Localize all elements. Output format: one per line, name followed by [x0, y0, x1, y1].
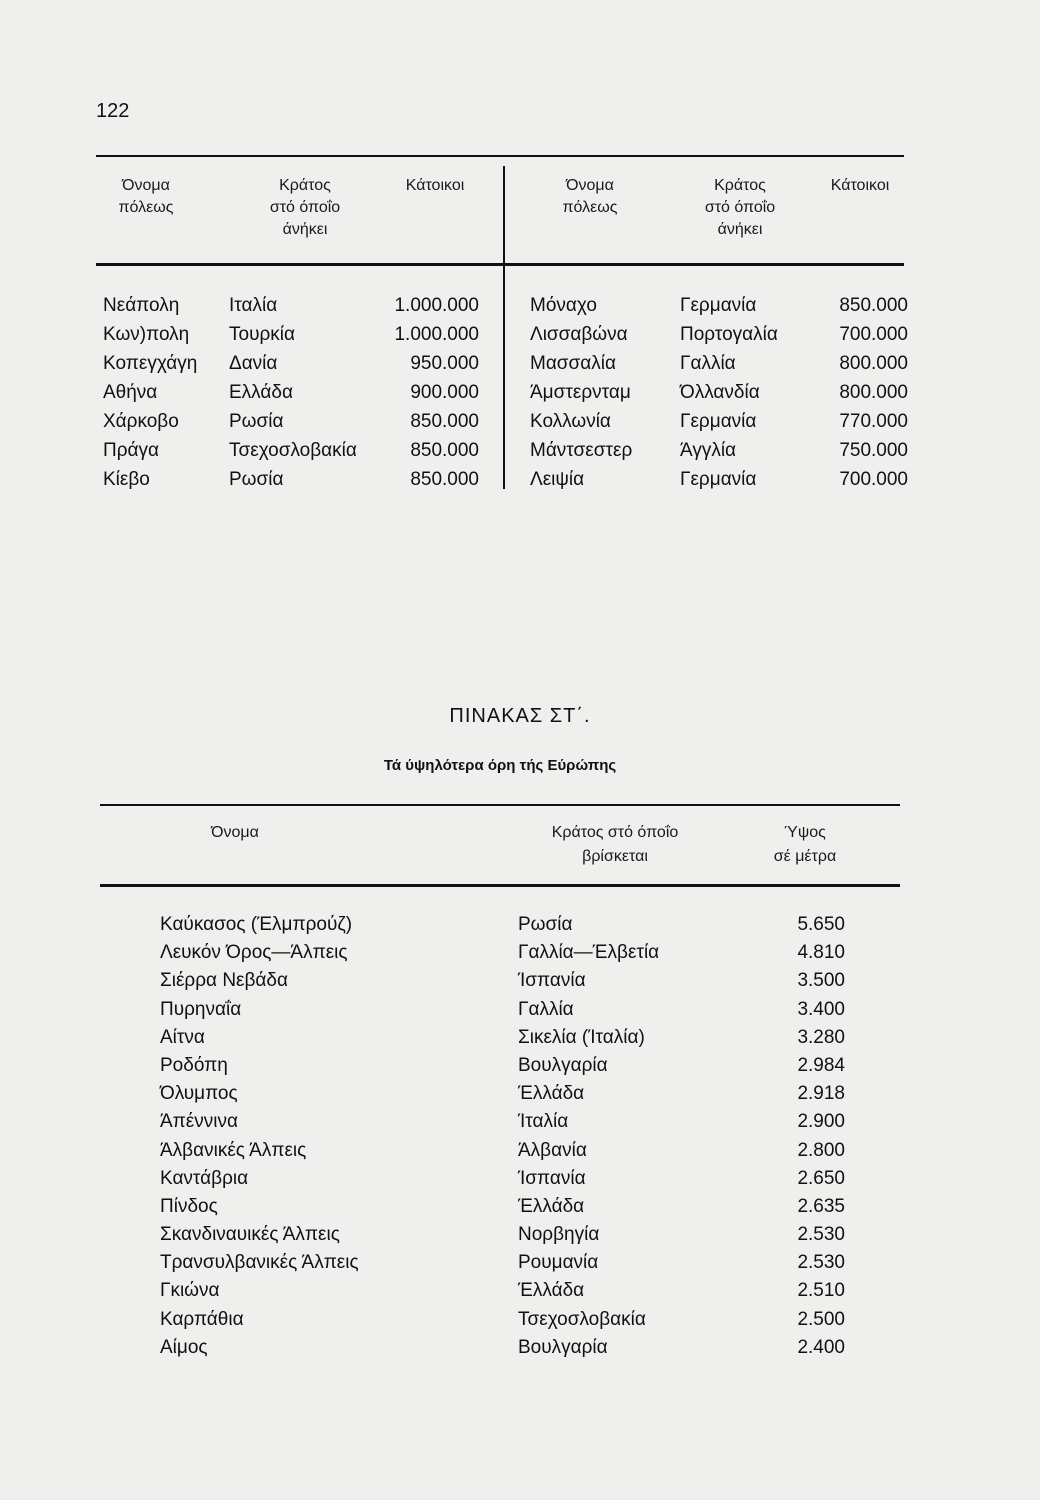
table-row: Λειψία Γερμανία 700.000 [530, 469, 908, 490]
cities-column-divider [503, 166, 505, 489]
table-row: Αίμος Βουλγαρία 2.400 [160, 1336, 845, 1358]
mountains-top-rule [100, 804, 900, 806]
table-row: Μασσαλία Γαλλία 800.000 [530, 353, 908, 374]
table-row: Καντάβρια Ίσπανία 2.650 [160, 1167, 845, 1189]
table-row: Μάντσεστερ Άγγλία 750.000 [530, 440, 908, 461]
right-header-inhabitants: Κάτοικοι [830, 177, 890, 194]
table-row: Μόναχο Γερμανία 850.000 [530, 295, 908, 316]
table-row: Τρανσυλβανικές Άλπεις Ρουμανία 2.530 [160, 1252, 845, 1274]
page-number: 122 [96, 100, 130, 122]
right-header-state: Κράτος στό όποΐο άνήκει [704, 177, 776, 238]
table-row: Αίτνα Σικελία (Ίταλία) 3.280 [160, 1026, 845, 1048]
table-row: Άμστερνταμ Όλλανδία 800.000 [530, 382, 908, 403]
table-row: Κοπεγχάγη Δανία 950.000 [103, 353, 479, 374]
table-row: Σκανδιναυικές Άλπεις Νορβηγία 2.530 [160, 1224, 845, 1246]
table-row: Χάρκοβο Ρωσία 850.000 [103, 411, 479, 432]
mountains-table-subtitle: Τά ύψηλότερα όρη τής Εύρώπης [383, 757, 617, 774]
table-row: Πίνδος Έλλάδα 2.635 [160, 1195, 845, 1217]
table-row: Άπέννινα Ίταλία 2.900 [160, 1111, 845, 1133]
table-row: Νεάπολη Ιταλία 1.000.000 [103, 295, 479, 316]
table-row: Γκιώνα Έλλάδα 2.510 [160, 1280, 845, 1302]
right-city-rows [530, 291, 910, 494]
mountains-header-rule [100, 884, 900, 887]
table-row: Κίεβο Ρωσία 850.000 [103, 469, 479, 490]
table-row: Λισσαβώνα Πορτογαλία 700.000 [530, 324, 908, 345]
mountains-header-name: Όνομα [211, 824, 259, 841]
cities-top-rule [96, 155, 904, 157]
mountains-header-state: Κράτος στό όποΐο βρίσκεται [551, 824, 679, 865]
left-header-name: Όνομα πόλεως [118, 177, 174, 216]
table-row: Άλβανικές Άλπεις Άλβανία 2.800 [160, 1139, 845, 1161]
cities-header-rule [96, 263, 904, 266]
table-row: Πράγα Τσεχοσλοβακία 850.000 [103, 440, 479, 461]
mountains-header-height: Ύψος σέ μέτρα [773, 824, 837, 865]
table-row: Κων)πολη Τουρκία 1.000.000 [103, 324, 479, 345]
left-header-inhabitants: Κάτοικοι [405, 177, 465, 194]
right-header-name: Όνομα πόλεως [562, 177, 618, 216]
table-row: Καύκασος (Έλμπρούζ) Ρωσία 5.650 [160, 914, 845, 935]
left-header-state: Κράτος στό όποΐο άνήκει [269, 177, 341, 238]
table-row: Λευκόν Όρος—Άλπεις Γαλλία—Έλβετία 4.810 [160, 942, 845, 964]
table-row: Καρπάθια Τσεχοσλοβακία 2.500 [160, 1308, 845, 1330]
table-row: Αθήνα Ελλάδα 900.000 [103, 382, 479, 403]
table-row: Σιέρρα Νεβάδα Ίσπανία 3.500 [160, 970, 845, 992]
mountains-table-title: ΠΙΝΑΚΑΣ ΣΤ΄. [449, 705, 591, 727]
left-city-rows [103, 291, 503, 494]
table-row: Κολλωνία Γερμανία 770.000 [530, 411, 908, 432]
table-row: Όλυμπος Έλλάδα 2.918 [160, 1083, 845, 1105]
mountain-rows [160, 911, 850, 1362]
table-row: Πυρηναΐα Γαλλία 3.400 [160, 998, 845, 1020]
table-row: Ροδόπη Βουλγαρία 2.984 [160, 1054, 845, 1076]
